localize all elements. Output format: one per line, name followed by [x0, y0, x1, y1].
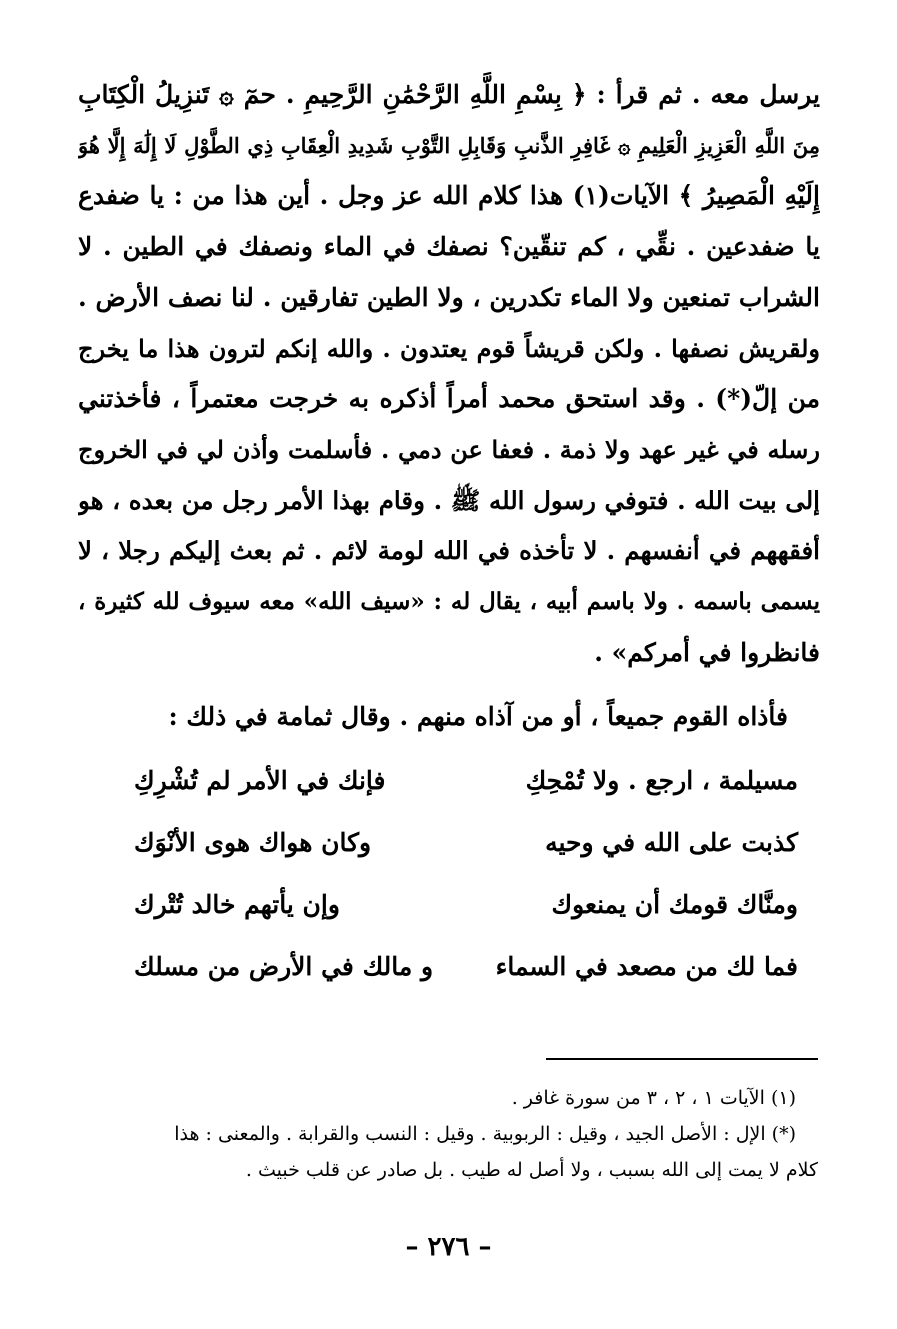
paragraph-gap: [78, 678, 820, 692]
footnote: (*) الإل : الأصل الجيد ، وقيل : الربوبية . وقيل : النسب والقرابة . والمعنى : هذا: [174, 1123, 796, 1145]
footnote: (١) الآيات ١ ، ٢ ، ٣ من سورة غافر .: [511, 1087, 796, 1109]
text-line: يرسل معه . ثم قرأ : ﴿ بِسْمِ اللَّهِ الرَّحْمَٰنِ الرَّحِيمِ . حمٓ ۞ تَنزِيلُ الْكِتَابِ: [78, 80, 820, 109]
verse-first-hemistich: فما لك من مصعد في السماء: [495, 952, 798, 982]
text-line: يسمى باسمه . ولا باسم أبيه ، يقال له : «سيف الله» معه سيوف لله كثيرة ،: [78, 588, 820, 616]
verse: [78, 750, 820, 812]
verse-second-hemistich: و مالك في الأرض من مسلك: [134, 952, 434, 982]
text-line: من إلّ(*) . وقد استحق محمد أمراً أذكره به خرجت معتمراً ، فأخذتني: [78, 384, 820, 414]
verse-second-hemistich: فإنك في الأمر لم تُشْرِكِ: [134, 766, 386, 796]
verse-second-hemistich: وكان هواك هوى الأنْوَك: [134, 828, 372, 858]
verse-first-hemistich: مسيلمة ، ارجع . ولا تُمْحِكِ: [525, 766, 798, 796]
text-line: إلى بيت الله . فتوفي رسول الله ﷺ . وقام بهذا الأمر رجل من بعده ، هو: [78, 485, 820, 515]
text-line: رسله في غير عهد ولا ذمة . فعفا عن دمي . فأسلمت وأذن لي في الخروج: [78, 434, 820, 464]
verse-second-hemistich: وإن يأتهم خالد تُتْرك: [134, 890, 340, 920]
main-text: [78, 70, 820, 998]
page-number: – ٢٧٦ –: [405, 1232, 492, 1262]
text-line: الشراب تمنعين ولا الماء تكدرين ، ولا الطين تفارقين . لنا نصف الأرض .: [78, 282, 820, 312]
text-line: مِنَ اللَّهِ الْعَزِيزِ الْعَلِيمِ ۞ غَافِرِ الذَّنبِ وَقَابِلِ التَّوْبِ شَدِيدِ الْعِقَابِ ذِي الطَّوْلِ لَا إِلَٰهَ إِلَّا هُوَ: [78, 132, 820, 158]
text-line: يا ضفدعين . نقِّي ، كم تنقّين؟ نصفك في الماء ونصفك في الطين . لا: [78, 232, 820, 262]
verse-first-hemistich: كذبت على الله في وحيه: [545, 828, 798, 858]
verse: [78, 812, 820, 874]
verse: [78, 874, 820, 936]
poem: [78, 750, 820, 998]
text-line: فانظروا في أمركم» .: [594, 637, 820, 667]
footnotes: [78, 1080, 818, 1188]
text-line: أفقههم في أنفسهم . لا تأخذه في الله لومة لائم . ثم بعث إليكم رجلا ، لا: [78, 536, 820, 566]
text-line: ولقريش نصفها . ولكن قريشاً قوم يعتدون . والله إنكم لترون هذا ما يخرج: [78, 333, 820, 363]
text-line: إِلَيْهِ الْمَصِيرُ ﴾ الآيات(١) هذا كلام الله عز وجل . أين هذا من : يا ضفدع: [78, 181, 820, 211]
verse: [78, 936, 820, 998]
lead-line: فأذاه القوم جميعاً ، أو من آذاه منهم . وقال ثمامة في ذلك :: [168, 702, 788, 732]
verse-first-hemistich: ومنَّاك قومك أن يمنعوك: [551, 890, 798, 920]
footnote-continuation: كلام لا يمت إلى الله بسبب ، ولا أصل له طيب . بل صادر عن قلب خبيث .: [245, 1159, 818, 1181]
footnote-separator: [546, 1058, 818, 1060]
